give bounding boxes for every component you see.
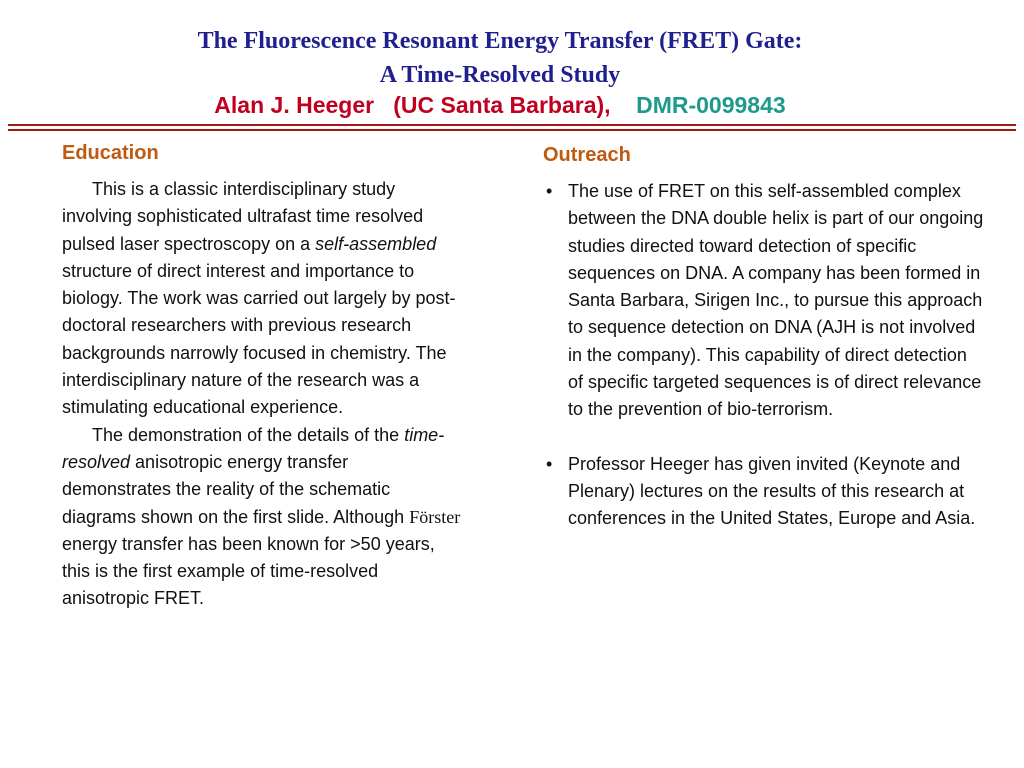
outreach-item-text: Professor Heeger has given invited (Keynote and Plenary) lectures on the results of this research at conferences in the United States, Europe and Asia. <box>568 453 976 529</box>
education-column <box>62 176 462 613</box>
forster-name-part: Först <box>409 506 447 527</box>
forster-name <box>409 507 460 527</box>
outreach-item-text: The use of FRET on this self-assembled complex between the DNA double helix is part of our ongoing studies directed toward detection of specific sequences on DNA. A company has been formed in Santa Barbara, Sirigen Inc., to pursue this approach to sequence detection on DNA (AJH is not involved in the company). This capability of direct detection of specific targeted sequences is of direct relevance to the prevention of bio-terrorism. <box>568 181 984 420</box>
grant-number: DMR-0099843 <box>636 92 786 118</box>
education-heading: Education <box>62 142 159 164</box>
author-line <box>0 90 1000 120</box>
education-paragraph-1 <box>62 176 462 422</box>
header-divider-bottom <box>8 129 1016 131</box>
outreach-item <box>546 178 986 424</box>
slide-title-line-2: A Time-Resolved Study <box>379 62 621 88</box>
bullet-icon: • <box>546 453 553 474</box>
education-text: structure of direct interest and importance to biology. The work was carried out largely by post-doctoral researchers with previous research backgrounds narrowly focused in chemistry. The interdisciplinary nature of the research was a stimulating educational experience. <box>62 260 456 418</box>
education-emphasis: time-resolved <box>62 424 445 472</box>
outreach-item <box>546 451 986 533</box>
list-spacer <box>546 424 986 451</box>
slide-title-line-1: The Fluorescence Resonant Energy Transfer (FRET) Gate: <box>197 28 803 54</box>
author-name: Alan J. Heeger (UC Santa Barbara), <box>214 92 611 118</box>
bullet-icon: • <box>546 181 553 201</box>
education-emphasis: self-assembled <box>315 233 437 254</box>
education-text: anisotropic energy transfer demonstrates the reality of the schematic diagrams shown on the first slide. Although <box>62 451 410 527</box>
education-text: This is a classic interdisciplinary study involving sophisticated ultrafast time resolved pulsed laser spectroscopy on a <box>62 179 424 254</box>
header-divider-top <box>8 124 1016 126</box>
education-paragraph-2 <box>62 422 462 613</box>
education-text: energy transfer has been known for >50 years, this is the first example of time-resolved anisotropic FRET. <box>62 533 435 609</box>
outreach-heading: Outreach <box>543 144 631 166</box>
education-text: The demonstration of the details of the <box>92 424 405 445</box>
forster-name-part: er <box>446 506 461 527</box>
outreach-list <box>546 178 986 533</box>
